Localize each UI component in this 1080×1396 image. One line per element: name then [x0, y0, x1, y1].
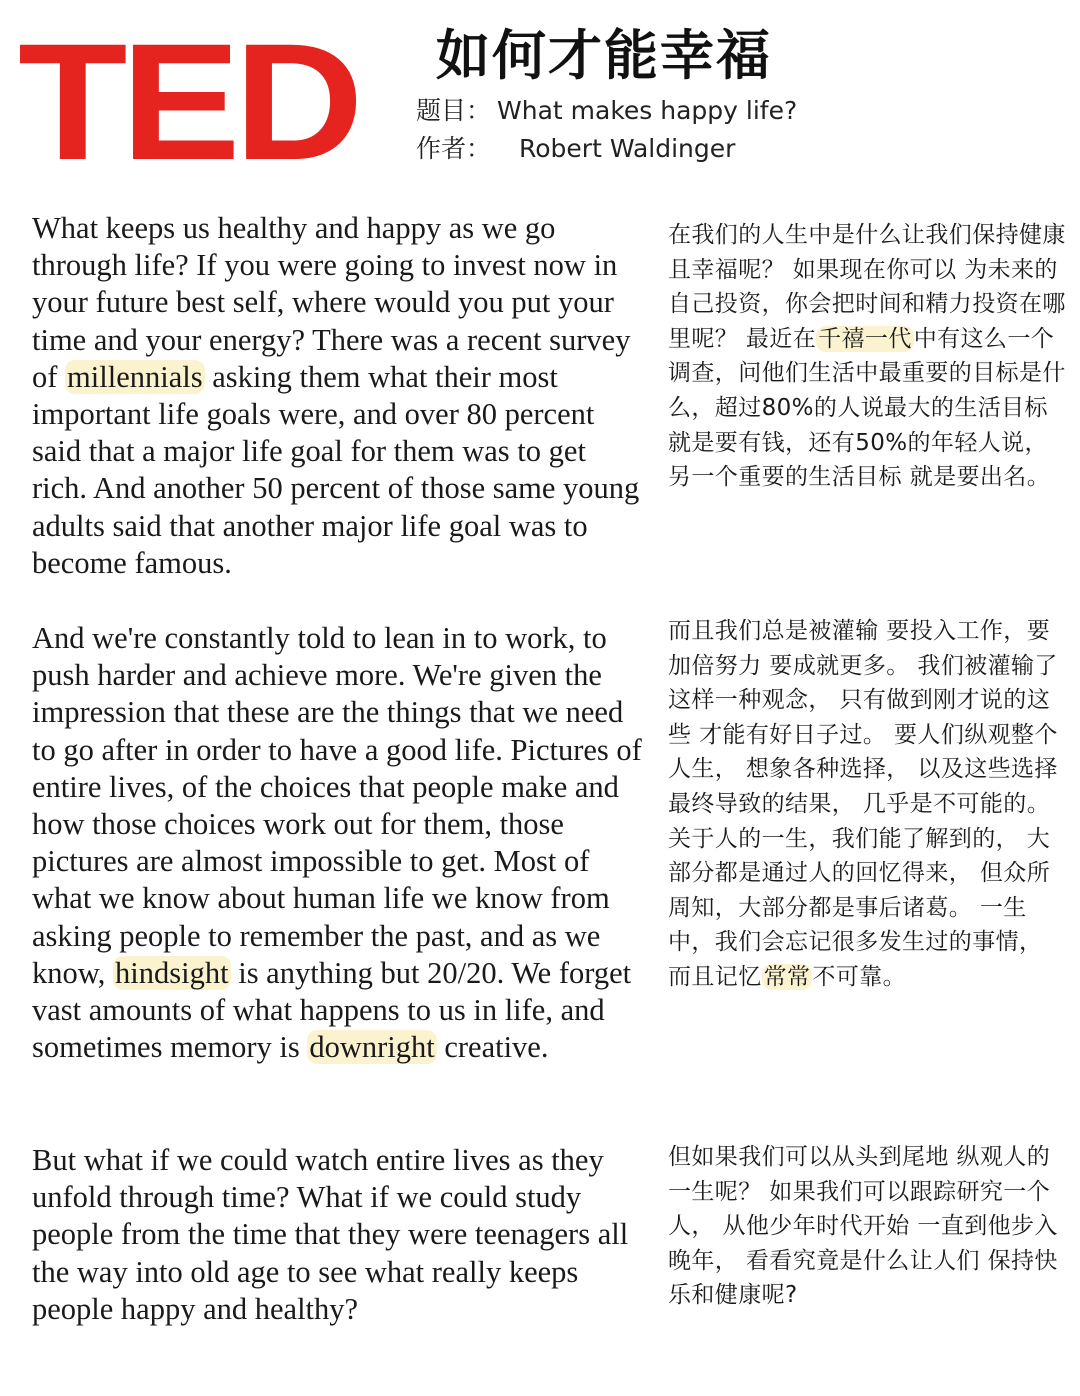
chinese-paragraph-2 [668, 614, 1068, 995]
topic-value: What makes happy life? [497, 96, 798, 125]
english-paragraph-1 [32, 210, 647, 582]
en-text: And we're constantly told to lean in to work, to push harder and achieve more. We're given the impression that these are the things that we need to go after in order to have a good life. Pictures of entire lives, of the choices that people make and how those choices work out for them, those pictures are almost impossible to get. Most of what we know about human life we know from asking people to remember the past, and as we know, [32, 621, 642, 990]
topic-line [416, 96, 797, 126]
highlighted-word-downright: downright [309, 1030, 435, 1065]
author-line [416, 134, 735, 164]
en-text: But what if we could watch entire lives as they unfold through time? What if we could study people from the time that they were teenagers all the way into old age to see what really keeps people happy and healthy? [32, 1143, 629, 1326]
en-text: What keeps us healthy and happy as we go through life? If you were going to invest now in your future best self, where would you put your time and your energy? There was a recent survey of [32, 211, 631, 394]
chinese-paragraph-1 [668, 218, 1068, 495]
zh-text: 在我们的人生中是什么让我们保持健康且幸福呢？ 如果现在你可以 为未来的自己投资，你会把时间和精力投资在哪里呢？ 最近在 [668, 222, 1066, 352]
en-text: is anything but 20/20. We forget vast amounts of what happens to us in life, and sometimes memory is [32, 955, 632, 1065]
zh-text: 但如果我们可以从头到尾地 纵观人的一生呢？ 如果我们可以跟踪研究一个人， 从他少年时代开始 一直到他步入晚年， 看看究竟是什么让人们 保持快乐和健康呢? [668, 1144, 1058, 1309]
ted-logo: TED [18, 10, 358, 195]
chinese-paragraph-3 [668, 1140, 1068, 1313]
highlighted-word-hindsight: hindsight [115, 955, 229, 990]
highlighted-word-millennials: millennials [67, 359, 203, 394]
english-paragraph-2 [32, 620, 647, 1066]
zh-text: 而且我们总是被灌输 要投入工作，要加倍努力 要成就更多。 我们被灌输了这样一种观念， 只有做到刚才说的这些 才能有好日子过。 要人们纵观整个人生， 想象各种选择， 以及这些选择最终导致的结果， 几乎是不可能的。 关于人的一生，我们能了解到的， 大部分都是通过人的回忆得来， 但众所周知，大部分都是事后诸葛。 一生中，我们会忘记很多发生过的事情， 而且记忆 [668, 618, 1058, 990]
page-title: 如何才能幸福 [436, 24, 772, 87]
author-label: 作者： [416, 134, 492, 163]
highlighted-word-qianxi: 千禧一代 [818, 325, 912, 352]
zh-text: 中有这么一个调查，问他们生活中最重要的目标是什么，超过80%的人说最大的生活目标就是要有钱，还有50%的年轻人说，另一个重要的生活目标 就是要出名。 [668, 325, 1066, 491]
english-paragraph-3 [32, 1142, 647, 1328]
author-value: Robert Waldinger [519, 134, 736, 163]
highlighted-word-changchang: 常常 [763, 963, 811, 990]
topic-label: 题目： [416, 96, 492, 125]
en-text: asking them what their most important life goals were, and over 80 percent said that a major life goal for them was to get rich. And another 50 percent of those same young adults said that another major life goal was to become famous. [32, 359, 640, 580]
zh-text: 不可靠。 [812, 963, 907, 990]
en-text: creative. [436, 1030, 549, 1065]
